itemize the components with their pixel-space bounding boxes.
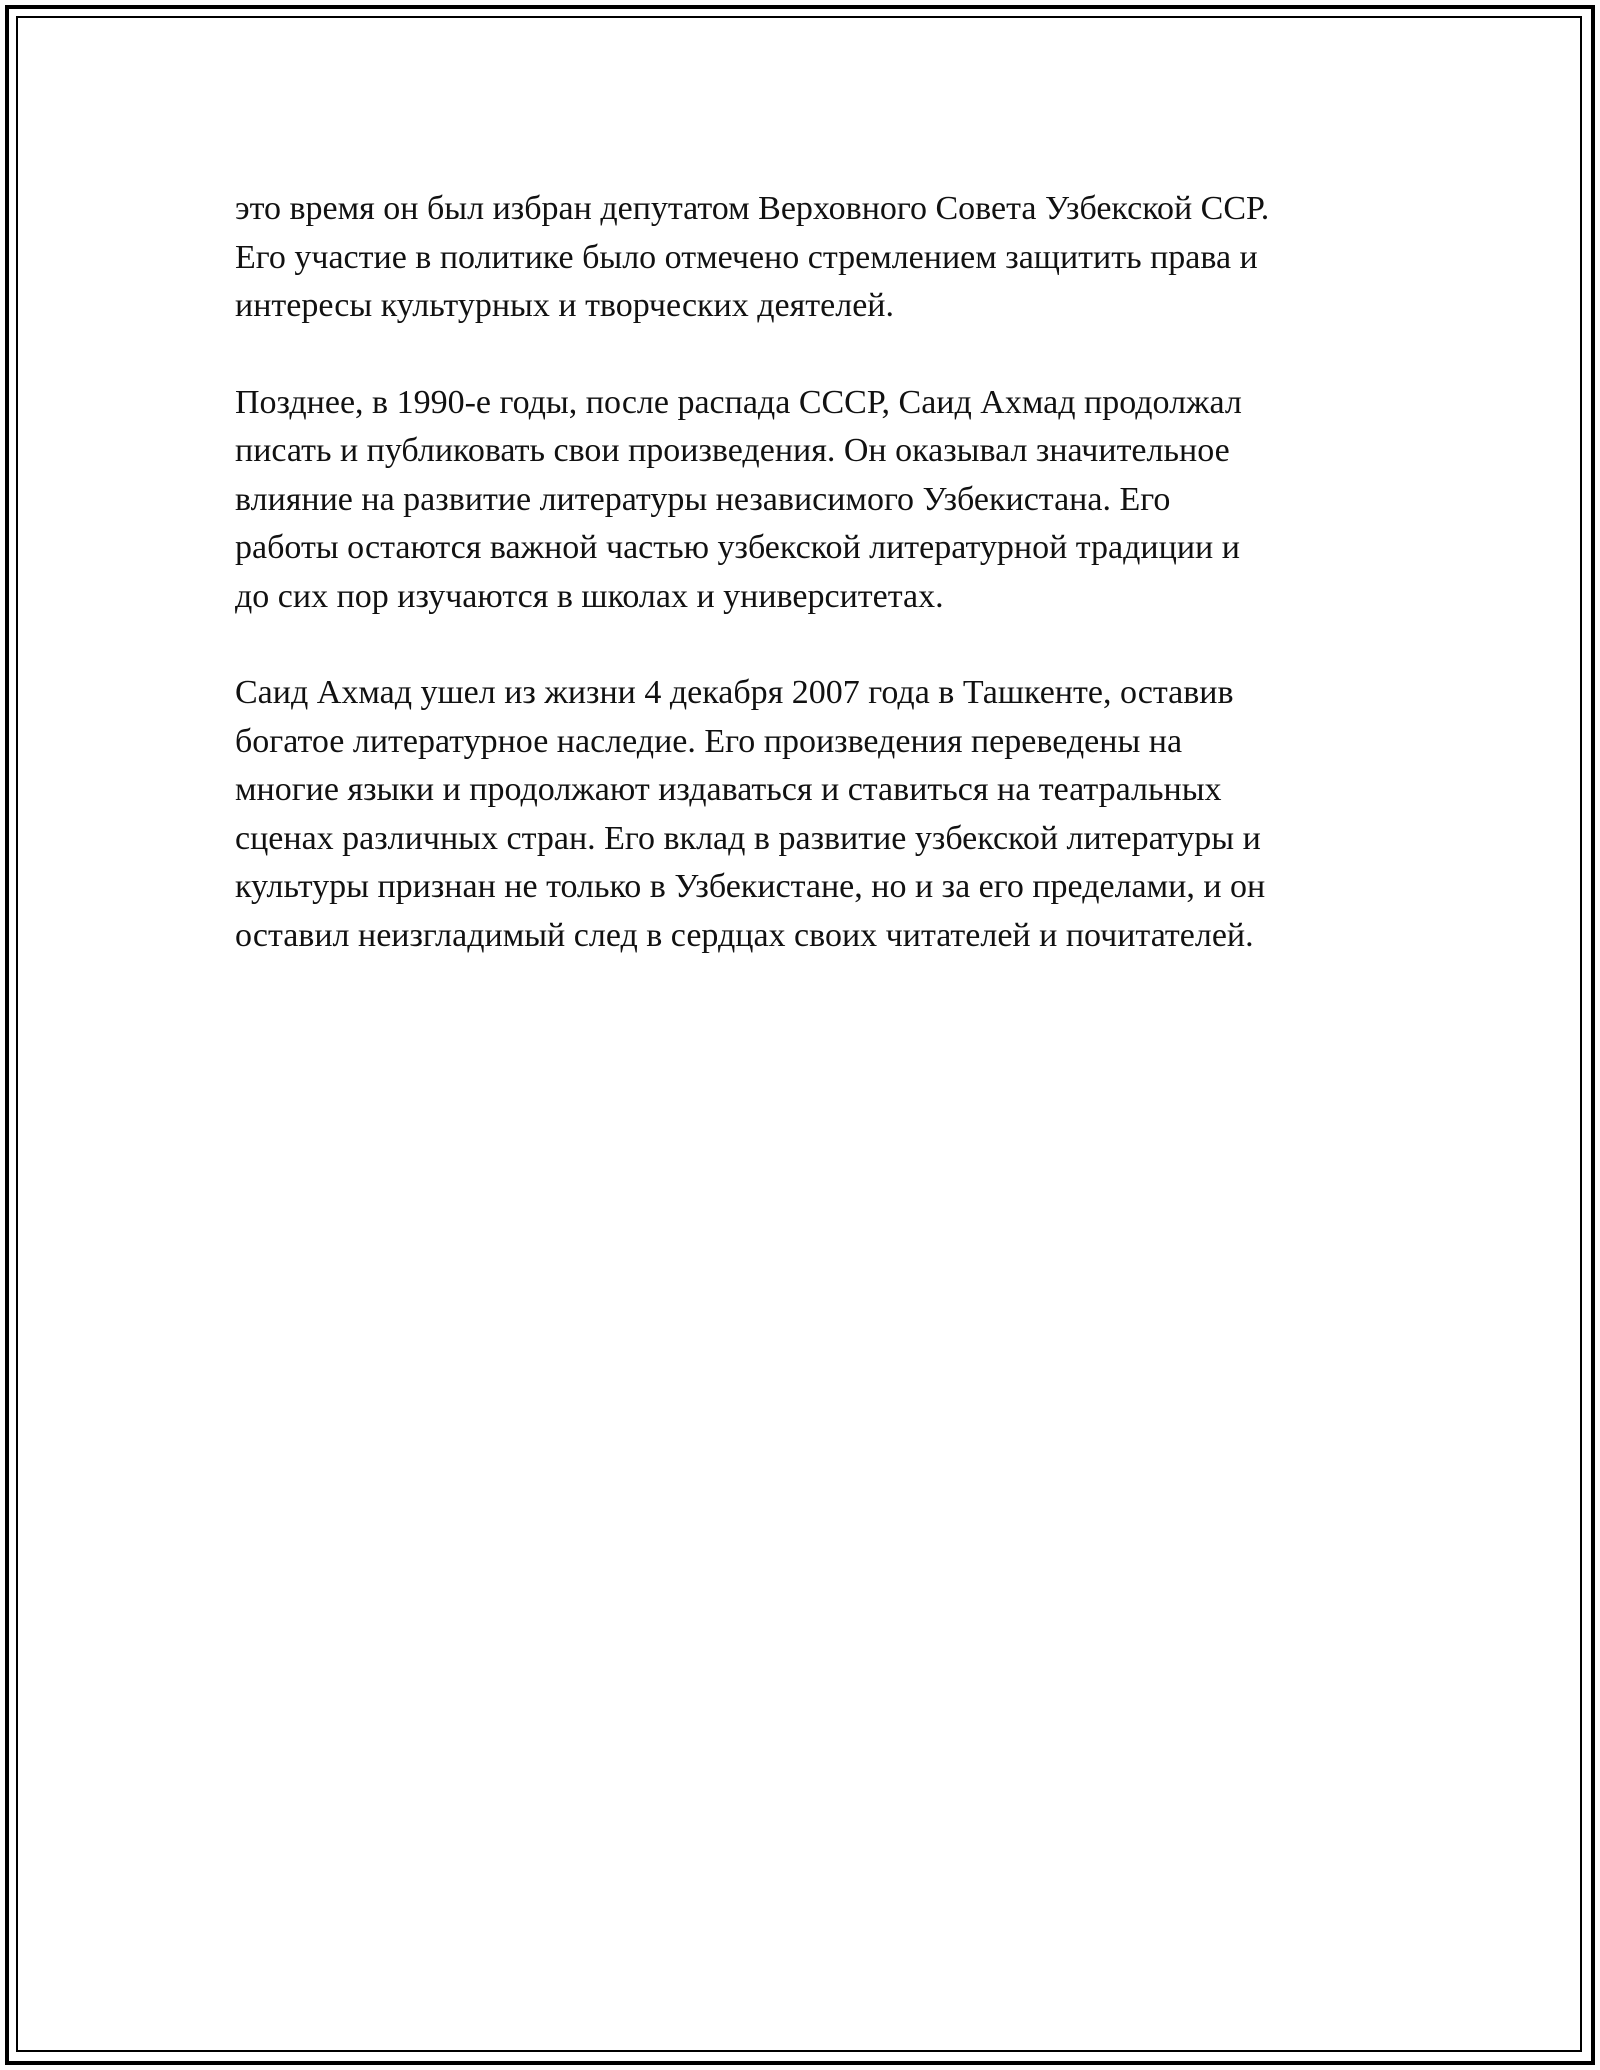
text-line: Позднее, в 1990-е годы, после распада СССР, Саид Ахмад продолжал [235, 383, 1242, 421]
text-line: сценах различных стран. Его вклад в развитие узбекской литературы и [235, 819, 1261, 857]
text-line: оставил неизгладимый след в сердцах своих читателей и почитателей. [235, 916, 1254, 954]
text-line: писать и публиковать свои произведения. Он оказывал значительное [235, 432, 1230, 469]
document-body [235, 185, 1385, 1008]
text-line: Саид Ахмад ушел из жизни 4 декабря 2007 года в Ташкенте, оставив [235, 674, 1234, 711]
text-line: работы остаются важной частью узбекской литературной традиции и [235, 529, 1240, 566]
text-line: культуры признан не только в Узбекистане, но и за его пределами, и он [235, 868, 1266, 905]
paragraph-3 [235, 669, 1385, 960]
text-line: влияние на развитие литературы независимого Узбекистана. Его [235, 480, 1171, 518]
text-line: богатое литературное наследие. Его произведения переведены на [235, 722, 1183, 760]
paragraph-2 [235, 379, 1385, 622]
text-line: интересы культурных и творческих деятелей. [235, 287, 894, 324]
text-line: Его участие в политике было отмечено стремлением защитить права и [235, 238, 1258, 276]
paragraph-1 [235, 185, 1385, 331]
text-line: это время он был избран депутатом Верховного Совета Узбекской ССР. [235, 190, 1270, 227]
text-line: многие языки и продолжают издаваться и ставиться на театральных [235, 771, 1222, 808]
text-line: до сих пор изучаются в школах и университетах. [235, 577, 944, 615]
